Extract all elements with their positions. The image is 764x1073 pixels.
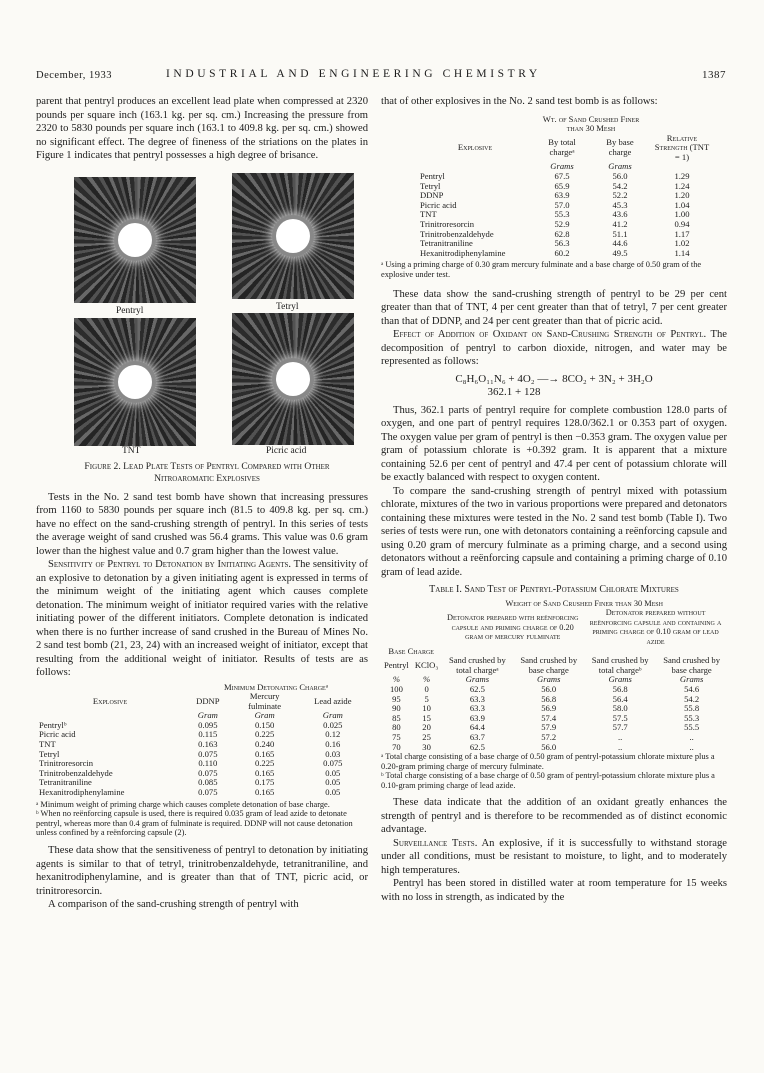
unit: % — [392, 674, 400, 685]
unit: Grams — [679, 674, 704, 685]
table-row — [417, 249, 715, 259]
paragraph: A comparison of the sand-crushing strength of pentryl with — [48, 899, 299, 910]
table-cell: 0.075 — [198, 787, 218, 798]
column-header: KClO₃ — [414, 659, 439, 670]
table-cell: 57.0 — [554, 199, 570, 210]
table-cell: 1.04 — [674, 199, 690, 210]
table-cell: 52.2 — [612, 190, 628, 201]
table-cell: 63.3 — [469, 703, 485, 714]
table-cell: 1.29 — [674, 171, 690, 182]
table-cell: 54.2 — [612, 180, 628, 191]
table-cell: TNT — [420, 209, 437, 220]
page-number: 1387 — [702, 69, 726, 81]
table-cell: 0.025 — [323, 719, 343, 730]
table-cell: Trinitroresorcin — [420, 219, 475, 230]
table-cell: 0.225 — [254, 758, 275, 769]
lead-plate-photo-tetryl — [232, 173, 354, 299]
table-cell: 0.075 — [198, 767, 218, 778]
column-header: DDNP — [196, 695, 220, 706]
table-footnote: ᵃ Total charge consisting of a base charge of 0.50 gram of pentryl-potassium chlorate mixture plus a 0.20-gram priming charge of mercury fulminate. — [381, 752, 715, 771]
paragraph: To compare the sand-crushing strength of pentryl mixed with potassium chlorate, mixtures of the two in various proportions were prepared and detonators containing these mixtures were tested in the No. 2 sand test bomb (Table I). Two series of tests were run, one with detonators containing a reënforcing capsule and using 0.20 gram of mercury fulminate as a priming charge, and a second using detonators without a reënforcing capsule and containing a priming charge of 0.10 gram of lead azide. — [381, 485, 727, 578]
table-cell: 100 — [389, 683, 403, 694]
table-footnote: ᵇ When no reënforcing capsule is used, there is required 0.035 gram of lead azide to detonate pentryl, whereas more than 0.4 gram of fulminate is required. DDNP will not cause detonation unless confined by a reënforcing capsule (2). — [36, 809, 353, 838]
table-cell: 0.150 — [254, 719, 275, 730]
table-cell: Hexanitrodiphenylamine — [420, 247, 506, 258]
table-cell: 56.0 — [541, 741, 557, 752]
table-cell: 5 — [424, 693, 429, 704]
table-cell: 1.20 — [674, 190, 690, 201]
section-heading: Effect of Addition of Oxidant on Sand-Crushing Strength of Pentryl. — [393, 329, 707, 341]
table-cell: 0.075 — [198, 748, 218, 759]
table-cell: 49.5 — [612, 247, 628, 258]
table-cell: 43.6 — [612, 209, 628, 220]
column-header: Sand crushed by total chargeᵇ — [591, 655, 649, 675]
table-cell: Trinitroresorcin — [39, 758, 94, 769]
column-header: Explosive — [92, 695, 128, 706]
paragraph-text: The sensitivity of an explosive to detonation by a given initiating agent is expressed in terms of the minimum weight of the initiating agent which causes complete detonation. The minimum weight of initiator required varies with the relative initiating power of the different initiators. Complete detonation is indicated when there is no further increase of sand crushed in the Bureau of Mines No. 2 sand test bomb (21, 23, 24) with an increased weight of initiator, except that resulting from the additional weight of initiator. Results of tests are as follows: — [36, 559, 368, 678]
table-cell: 62.8 — [554, 228, 570, 239]
table-cell: 57.4 — [541, 712, 557, 723]
paragraph: These data show the sand-crushing strength of pentryl to be 29 per cent greater than that of TNT, 4 per cent greater than that of tetryl, 7 per cent greater than that of DDNP, and 24 per cent greater than that of picric acid. — [381, 288, 727, 327]
right-column — [381, 95, 727, 904]
table-cell: 25 — [422, 731, 431, 742]
paragraph: Thus, 362.1 parts of pentryl require for complete combustion 128.0 parts of oxygen, and one part of pentryl requires 128.0/362.1 or 0.353 part of oxygen. The oxygen value per gram of pentryl is then −0.353 gram. The oxygen value per gram of potassium chlorate is +0.392 gram. It is apparent that a mixture containing 52.6 per cent of pentryl and 47.4 per cent of potassium chlorate will be exactly balanced with respect to oxygen content. — [381, 404, 727, 484]
table-cell: 95 — [392, 693, 401, 704]
column-header: By base charge — [606, 137, 634, 158]
lead-plate-photo-picric-acid — [232, 313, 354, 445]
table-cell: .. — [689, 731, 694, 742]
table-cell: 0.16 — [325, 739, 341, 750]
table-cell: 63.9 — [469, 712, 485, 723]
table-row — [36, 788, 368, 798]
issue-date: December, 1933 — [36, 70, 112, 81]
table-cell: 0.110 — [198, 758, 218, 769]
table-cell: 0.12 — [325, 729, 341, 740]
table-cell: 58.0 — [612, 703, 628, 714]
equation-weights: 362.1 + 128 — [487, 386, 541, 399]
unit: Gram — [197, 710, 218, 721]
table-cell: 56.4 — [612, 693, 628, 704]
table-cell: DDNP — [420, 190, 444, 201]
table-row — [381, 743, 727, 753]
table-cell: 20 — [422, 722, 431, 733]
paragraph: Pentryl has been stored in distilled water at room temperature for 15 weeks with no loss in strength, as indicated by the — [381, 878, 727, 903]
sand-crushing-table — [417, 115, 715, 259]
table-cell: Tetranitraniline — [420, 238, 473, 249]
table-cell: 0.163 — [198, 739, 218, 750]
table-cell: 41.2 — [612, 219, 628, 230]
table-cell: 63.7 — [469, 731, 485, 742]
figure-2 — [36, 173, 368, 413]
table-cell: 0.075 — [323, 758, 343, 769]
table-cell: 56.0 — [541, 683, 557, 694]
table-subgroup-header: Detonator prepared without reënforcing capsule and containing a priming charge of 0.10 gram of lead azide — [589, 608, 722, 646]
table-cell: 0.225 — [254, 729, 275, 740]
table-cell: 54.6 — [684, 683, 700, 694]
detonating-charge-table — [36, 683, 368, 798]
table-cell: 0.240 — [254, 739, 275, 750]
section-heading: Surveillance Tests. — [393, 837, 478, 849]
table-cell: 57.2 — [541, 731, 557, 742]
column-header: By total chargeᵃ — [548, 137, 576, 158]
table-cell: 57.5 — [612, 712, 628, 723]
table-cell: 57.9 — [541, 722, 557, 733]
paragraph: parent that pentryl produces an excellent lead plate when compressed at 2320 pounds per square inch (163.1 kg. per sq. cm.) Increasing the pressure from 2320 to 5830 pounds per square inch (163.1 to 409.8 kg. per sq. cm.) showed no significant effect. The degree of fineness of the striations on the plates in Figure 1 indicates that pentryl possesses a high degree of brisance. — [36, 96, 368, 161]
column-header: Sand crushed by total chargeᵃ — [448, 655, 506, 675]
table-cell: 67.5 — [554, 171, 570, 182]
table-cell: 63.3 — [469, 693, 485, 704]
section-heading: Sensitivity of Pentryl to Detonation by Initiating Agents. — [48, 559, 292, 570]
table-cell: Picric acid — [39, 729, 76, 740]
unit: Grams — [608, 161, 632, 172]
column-header: Explosive — [457, 142, 493, 153]
unit: Grams — [465, 674, 490, 685]
table-cell: 55.3 — [684, 712, 700, 723]
lead-plate-photo-tnt — [74, 318, 196, 446]
table-cell: 56.3 — [554, 238, 570, 249]
table-cell: Tetryl — [39, 748, 60, 759]
table-cell: 45.3 — [612, 199, 628, 210]
table-cell: 30 — [422, 741, 431, 752]
paragraph: Tests in the No. 2 sand test bomb have shown that increasing pressures from 1160 to 5830 pounds per square inch (81.5 to 409.8 kg. per sq. cm.) have no effect on the sand-crushing strength of pentryl. In this series of tests the average weight of sand crushed was 56.4 grams. This value was 0.6 gram lower than the highest value and 0.7 gram higher than the lowest value. — [36, 491, 368, 557]
table-cell: 0.115 — [198, 729, 218, 740]
table-cell: 0.05 — [325, 777, 341, 788]
figure-caption: Figure 2. Lead Plate Tests of Pentryl Compared with Other Nitroaromatic Explosives — [84, 460, 330, 484]
table-group-header: Wt. of Sand Crushed Finer than 30 Mesh — [542, 113, 640, 134]
table-cell: 54.2 — [684, 693, 700, 704]
table-cell: 80 — [392, 722, 401, 733]
paragraph: These data indicate that the addition of an oxidant greatly enhances the strength of pentryl and is therefore to be recommended as of distinct economic advantage. — [381, 797, 727, 836]
table-cell: 0.94 — [674, 219, 690, 230]
table-cell: 0.05 — [325, 767, 341, 778]
column-header: Lead azide — [314, 695, 352, 706]
table-cell: .. — [618, 731, 623, 742]
table-cell: 60.2 — [554, 247, 570, 258]
table-cell: Trinitrobenzaldehyde — [39, 767, 113, 778]
table-cell: 0.165 — [254, 748, 275, 759]
table-cell: 85 — [392, 712, 401, 723]
column-header: Pentryl — [384, 659, 409, 670]
table-footnote: ᵃ Using a priming charge of 0.30 gram mercury fulminate and a base charge of 0.50 gram of the explosive under test. — [381, 260, 702, 279]
table-cell: 0.03 — [325, 748, 341, 759]
table-footnote: ᵇ Total charge consisting of a base charge of 0.50 gram of pentryl-potassium chlorate mixture plus a 0.10-gram priming charge of lead azide. — [381, 771, 715, 790]
unit: Gram — [254, 710, 275, 721]
table-cell: 63.9 — [554, 190, 570, 201]
table-cell: 55.5 — [684, 722, 700, 733]
table-cell: 15 — [422, 712, 431, 723]
table-cell: 44.6 — [612, 238, 628, 249]
table-cell: 0.05 — [325, 787, 341, 798]
table-cell: 1.02 — [674, 238, 690, 249]
table-cell: Hexanitrodiphenylamine — [39, 787, 125, 798]
paragraph: that of other explosives in the No. 2 sand test bomb is as follows: — [381, 96, 658, 107]
table-cell: 0.085 — [198, 777, 218, 788]
table-cell: 62.5 — [469, 741, 485, 752]
table-cell: 1.14 — [674, 247, 690, 258]
column-header: Relative Strength (TNT = 1) — [654, 132, 710, 162]
table-cell: 75 — [392, 731, 401, 742]
figure-label: Tetryl — [276, 301, 299, 312]
table-cell: 55.3 — [554, 209, 570, 220]
table-cell: 56.9 — [541, 703, 557, 714]
table-cell: 0.165 — [254, 767, 275, 778]
table-cell: 56.8 — [612, 683, 628, 694]
table-footnote: ᵃ Minimum weight of priming charge which causes complete detonation of base charge. — [36, 799, 330, 809]
table-cell: 0.175 — [254, 777, 275, 788]
table-subgroup-header: Base Charge — [388, 645, 434, 656]
table-cell: 0.165 — [254, 787, 275, 798]
table-cell: 70 — [392, 741, 401, 752]
table-cell: 64.4 — [469, 722, 485, 733]
unit: Grams — [608, 674, 632, 685]
table-cell: TNT — [39, 739, 56, 750]
table-cell: .. — [618, 741, 623, 752]
figure-label: Picric acid — [266, 445, 307, 456]
table-title: Minimum Detonating Chargeᵃ — [223, 681, 329, 692]
table-cell: 90 — [392, 703, 401, 714]
column-header: Sand crushed by base charge — [520, 655, 578, 675]
table-cell: Tetryl — [420, 180, 441, 191]
table-cell: 56.8 — [541, 693, 557, 704]
paragraph-text: The decomposition of pentryl to carbon dioxide, nitrogen, and water may be represented as follows: — [381, 329, 727, 368]
table-cell: .. — [689, 741, 694, 752]
unit: % — [423, 674, 431, 685]
table-cell: 55.8 — [684, 703, 700, 714]
table-cell: 56.0 — [612, 171, 628, 182]
table-cell: 65.9 — [554, 180, 570, 191]
table-cell: Tetranitraniline — [39, 777, 92, 788]
column-header: Mercury fulminate — [248, 691, 282, 711]
figure-label: TNT — [122, 445, 141, 456]
table-group-header: Weight of Sand Crushed Finer than 30 Mesh — [505, 598, 663, 608]
left-column — [36, 95, 368, 912]
paragraph: These data show that the sensitiveness of pentryl to detonation by initiating agents is similar to that of tetryl, trinitrobenzaldehyde, tetranitraniline, and hexanitrodiphenylamine, and is greater than that of TNT, picric acid, or trinitroresorcin. — [36, 845, 368, 897]
table-cell: 57.7 — [612, 722, 628, 733]
table-cell: 1.17 — [674, 228, 690, 239]
table-subgroup-header: Detonator prepared with reënforcing capsule and priming charge of 0.20 gram of mercury fulminate — [447, 612, 579, 642]
unit: Grams — [537, 674, 561, 685]
table-cell: 0 — [424, 683, 429, 694]
unit: Grams — [550, 161, 574, 172]
journal-title: INDUSTRIAL AND ENGINEERING CHEMISTRY — [166, 68, 541, 80]
table-cell: 10 — [422, 703, 431, 714]
table-cell: 52.9 — [554, 219, 570, 230]
lead-plate-photo-pentryl — [74, 177, 196, 303]
figure-label: Pentryl — [116, 305, 144, 316]
table-cell: Pentrylᵇ — [39, 719, 67, 730]
table-cell: 62.5 — [469, 683, 485, 694]
chemical-equation: C₈H₆O₁₁N₆ + 4O₂ —→ 8CO₂ + 3N₂ + 3H₂O — [455, 372, 653, 385]
table-cell: 1.00 — [674, 209, 690, 220]
column-header: Sand crushed by base charge — [663, 655, 721, 675]
table-cell: 51.1 — [612, 228, 628, 239]
table-cell: Trinitrobenzaldehyde — [420, 228, 494, 239]
table-caption: Table I. Sand Test of Pentryl-Potassium Chlorate Mixtures — [429, 584, 679, 596]
table-cell: 0.095 — [198, 719, 218, 730]
paragraph-text: An explosive, if it is successfully to withstand storage under all conditions, must be resistant to moisture, to light, and to moderately high temperatures. — [381, 837, 727, 876]
table-cell: 1.24 — [674, 180, 690, 191]
table-cell: Pentryl — [420, 171, 445, 182]
pentryl-chlorate-table — [381, 599, 727, 753]
unit: Gram — [322, 710, 343, 721]
table-cell: Picric acid — [420, 199, 457, 210]
